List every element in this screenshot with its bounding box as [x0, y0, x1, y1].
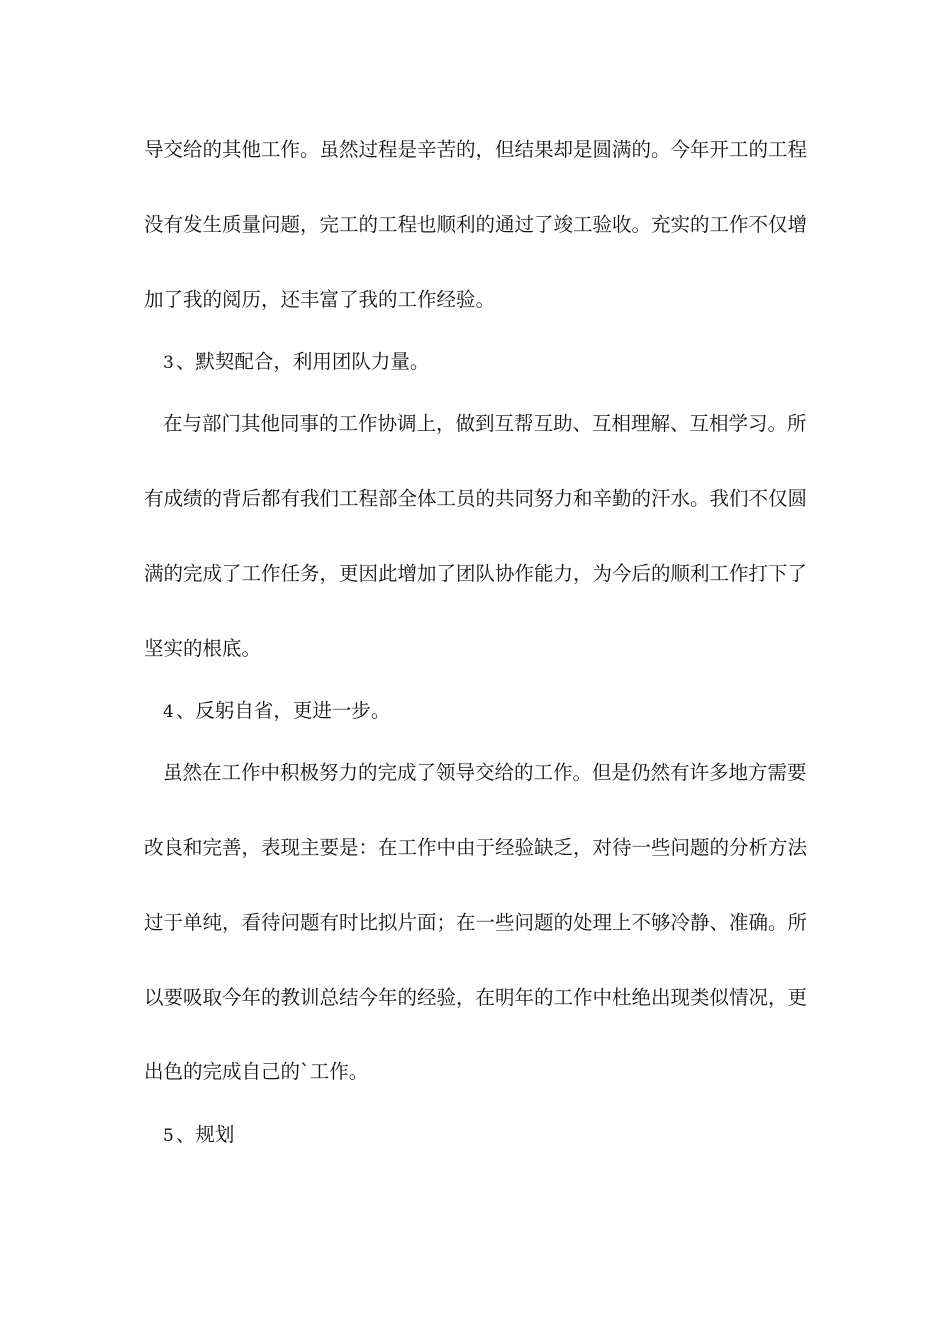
- heading-text: 、默契配合，利用团队力量。: [175, 350, 430, 373]
- paragraph-line: 过于单纯，看待问题有时比拟片面；在一些问题的处理上不够冷静、准确。所: [144, 911, 808, 934]
- paragraph-line: 以要吸取今年的教训总结今年的经验，在明年的工作中杜绝出现类似情况，更: [144, 986, 808, 1009]
- paragraph-line: 没有发生质量问题，完工的工程也顺利的通过了竣工验收。充实的工作不仅增: [144, 213, 808, 236]
- heading-number: 4: [163, 702, 174, 722]
- heading-text: 、反躬自省，更进一步。: [175, 699, 391, 722]
- paragraph-line: 出色的完成自己的`工作。: [144, 1060, 369, 1083]
- heading-number: 3: [163, 353, 174, 373]
- heading-text: 、规划: [175, 1123, 235, 1146]
- section-heading-4: [163, 696, 823, 727]
- paragraph-line: 在与部门其他同事的工作协调上，做到互帮互助、互相理解、互相学习。所: [163, 412, 807, 435]
- paragraph-line: 导交给的其他工作。虽然过程是辛苦的，但结果却是圆满的。今年开工的工程: [144, 138, 808, 161]
- section-heading-3: [163, 347, 823, 378]
- paragraph-line: 满的完成了工作任务，更因此增加了团队协作能力，为今后的顺利工作打下了: [144, 562, 808, 585]
- paragraph-line: 坚实的根底。: [144, 637, 262, 660]
- heading-number: 5: [163, 1126, 174, 1146]
- paragraph-line: 有成绩的背后都有我们工程部全体工员的共同努力和辛勤的汗水。我们不仅圆: [144, 487, 808, 510]
- paragraph-line: 加了我的阅历，还丰富了我的工作经验。: [144, 288, 496, 311]
- section-heading-5: [163, 1120, 823, 1151]
- paragraph-line: 虽然在工作中积极努力的完成了领导交给的工作。但是仍然有许多地方需要: [163, 761, 807, 784]
- paragraph-line: 改良和完善，表现主要是：在工作中由于经验缺乏，对待一些问题的分析方法: [144, 836, 808, 859]
